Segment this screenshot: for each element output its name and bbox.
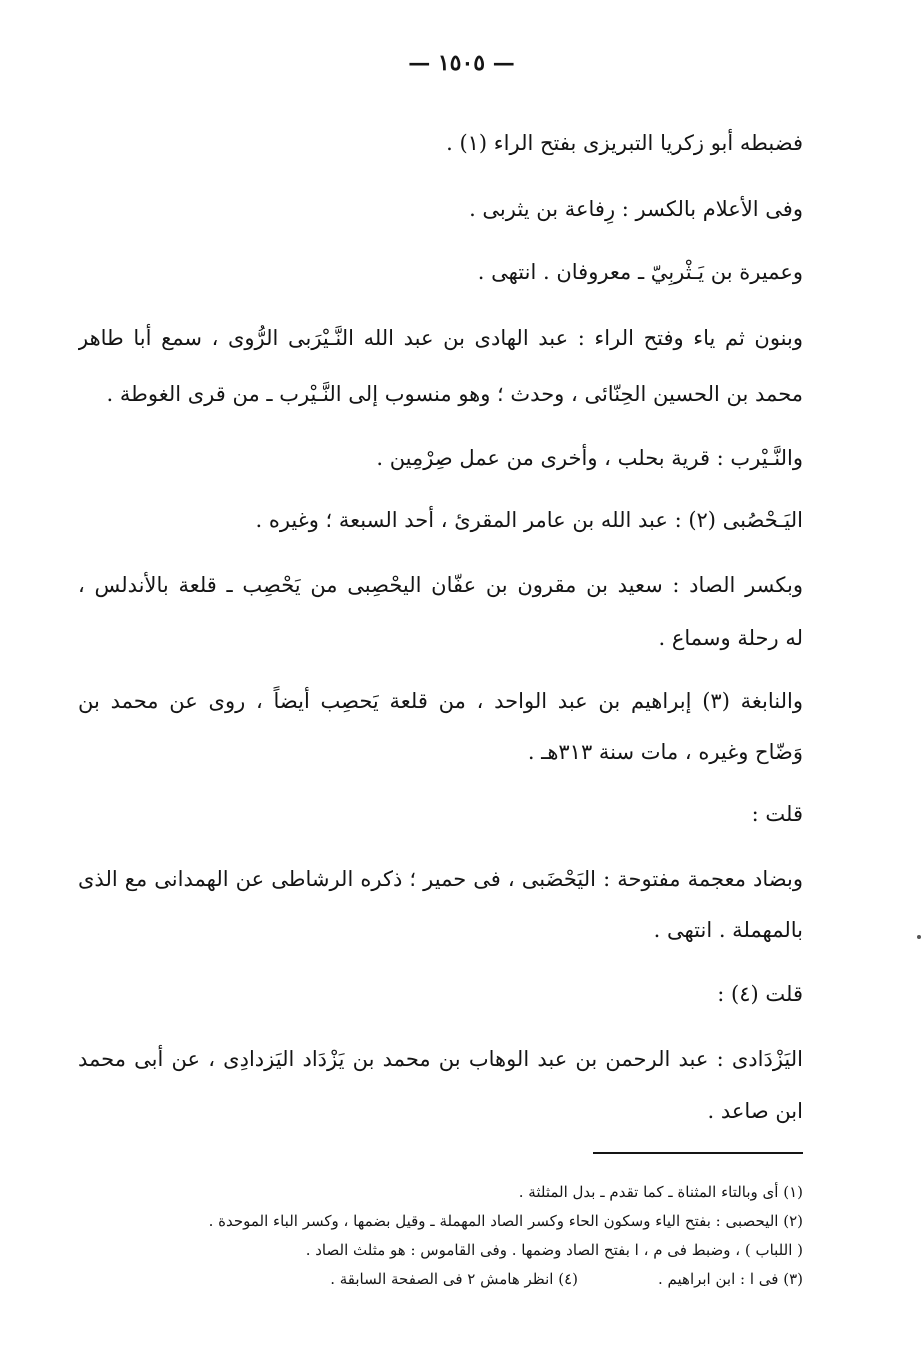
body-line-16: اليَزْدَادى : عبد الرحمن بن عبد الوهاب بن محمد بن يَزْدَاد اليَزدادِى ، عن أبى محمد [78, 1047, 803, 1071]
body-line-8: وبكسر الصاد : سعيد بن مقرون بن عفّان اليحْصِبى من يَحْصِب ـ قلعة بالأندلس ، [78, 573, 803, 597]
body-line-17: ابن صاعد . [707, 1099, 803, 1123]
body-line-2: وفى الأعلام بالكسر : رِفاعة بن يثربى . [469, 197, 803, 221]
body-line-4: وبنون ثم ياء وفتح الراء : عبد الهادى بن عبد الله النَّـيْرَبى الرُّوى ، سمع أبا طاهر [78, 326, 803, 350]
footnote-2-continued: ( اللباب ) ، وضبط فى م ، ا بفتح الصاد وضمها . وفى القاموس : هو مثلث الصاد . [305, 1241, 803, 1259]
body-line-1: فضبطه أبو زكريا التبريزى بفتح الراء (١) . [446, 131, 803, 155]
body-line-14: بالمهملة . انتهى . [653, 918, 803, 942]
body-line-15: قلت (٤) : [717, 982, 803, 1006]
footnote-3: (٣) فى ا : ابن ابراهيم . [657, 1270, 803, 1288]
footnote-4: (٤) انظر هامش ٢ فى الصفحة السابقة . [330, 1270, 578, 1288]
body-line-9: له رحلة وسماع . [658, 626, 803, 650]
footnote-separator [593, 1152, 803, 1154]
body-line-6: والنَّـيْرب : قرية بحلب ، وأخرى من عمل صِرْمِين . [376, 446, 803, 470]
body-line-10: والنابغة (٣) إبراهيم بن عبد الواحد ، من قلعة يَحصِب أيضاً ، روى عن محمد بن [78, 689, 803, 713]
body-line-11: وَضّاح وغيره ، مات سنة ٣١٣هـ . [527, 740, 803, 764]
page-number: — ١٥٠٥ — [408, 50, 515, 76]
body-line-7: اليَـحْصُبى (٢) : عبد الله بن عامر المقرئ ، أحد السبعة ؛ وغيره . [255, 508, 803, 532]
scan-speck [917, 935, 921, 939]
footnote-2: (٢) اليحصبى : بفتح الياء وسكون الحاء وكسر الصاد المهملة ـ وقيل بضمها ، وكسر الباء الموحدة . [208, 1212, 803, 1230]
footnote-1: (١) أى وبالتاء المثناة ـ كما تقدم ـ بدل المثلثة . [518, 1183, 803, 1201]
body-line-13: وبضاد معجمة مفتوحة : اليَحْضَبى ، فى حمير ؛ ذكره الرشاطى عن الهمدانى مع الذى [78, 867, 803, 891]
body-line-12: قلت : [751, 802, 803, 826]
body-line-5: محمد بن الحسين الحِنّائى ، وحدث ؛ وهو منسوب إلى النَّـيْرب ـ من قرى الغوطة . [106, 382, 803, 406]
body-line-3: وعميرة بن يَـثْربِيّ ـ معروفان . انتهى . [477, 260, 803, 284]
footnote-row-3-4 [60, 1267, 803, 1291]
